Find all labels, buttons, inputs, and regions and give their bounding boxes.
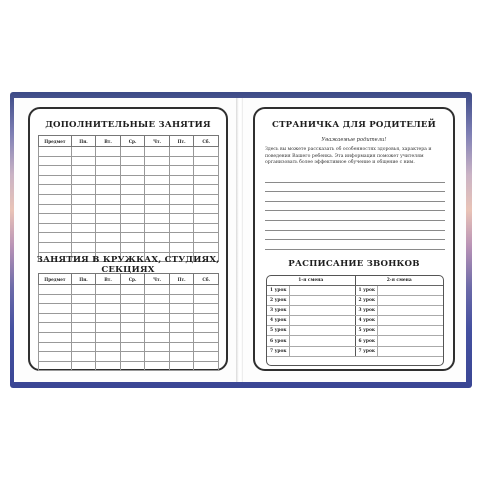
table-row — [39, 242, 219, 252]
table-cell — [145, 223, 170, 233]
table-row — [39, 342, 219, 352]
table-cell — [96, 233, 121, 243]
table-cell — [96, 175, 121, 185]
writing-line — [265, 240, 445, 250]
table-cell — [145, 242, 170, 252]
lesson-time-shift2 — [377, 285, 443, 295]
schedule-row — [267, 305, 443, 315]
extra-classes-table — [38, 135, 219, 262]
table-cell — [120, 285, 145, 295]
table-cell — [169, 242, 194, 252]
lesson-time-shift2 — [377, 336, 443, 346]
table-cell — [145, 166, 170, 176]
column-header: Пт. — [169, 136, 194, 147]
table-cell — [194, 175, 219, 185]
extra-classes-body — [39, 147, 219, 262]
writing-line — [265, 183, 445, 193]
table-row — [39, 175, 219, 185]
writing-line — [265, 231, 445, 241]
lesson-label-shift2: 5 урок — [355, 326, 377, 336]
column-header: Пн. — [71, 136, 96, 147]
column-header: Ср. — [120, 274, 145, 285]
column-header: Пт. — [169, 274, 194, 285]
schedule-row — [267, 346, 443, 356]
lesson-label-shift2: 3 урок — [355, 305, 377, 315]
table-cell — [194, 156, 219, 166]
table-cell — [71, 204, 96, 214]
table-cell — [39, 204, 72, 214]
writing-line — [265, 202, 445, 212]
table-cell — [39, 313, 72, 323]
table-cell — [96, 342, 121, 352]
table-cell — [194, 147, 219, 157]
table-cell — [71, 361, 96, 371]
lesson-label-shift1: 7 урок — [267, 346, 289, 356]
lesson-label-shift1: 3 урок — [267, 305, 289, 315]
lesson-label-shift1: 6 урок — [267, 336, 289, 346]
table-cell — [169, 361, 194, 371]
table-cell — [145, 323, 170, 333]
table-cell — [39, 166, 72, 176]
table-cell — [120, 156, 145, 166]
table-cell — [39, 242, 72, 252]
table-cell — [71, 166, 96, 176]
table-cell — [194, 166, 219, 176]
table-row — [39, 313, 219, 323]
table-cell — [96, 204, 121, 214]
clubs-header — [39, 274, 219, 285]
table-cell — [169, 156, 194, 166]
table-cell — [71, 294, 96, 304]
table-cell — [145, 361, 170, 371]
lesson-time-shift2 — [377, 305, 443, 315]
table-row — [39, 304, 219, 314]
left-page-frame — [28, 107, 228, 371]
table-row — [39, 147, 219, 157]
table-row — [39, 352, 219, 362]
table-cell — [120, 185, 145, 195]
column-header: Вт. — [96, 136, 121, 147]
table-cell — [120, 233, 145, 243]
table-cell — [120, 294, 145, 304]
table-cell — [71, 342, 96, 352]
table-cell — [194, 185, 219, 195]
table-cell — [169, 185, 194, 195]
table-cell — [39, 352, 72, 362]
shift2-header: 2-я смена — [355, 276, 443, 285]
lesson-label-shift2: 1 урок — [355, 285, 377, 295]
lesson-label-shift1: 1 урок — [267, 285, 289, 295]
table-row — [39, 223, 219, 233]
lesson-label-shift2: 2 урок — [355, 295, 377, 305]
table-cell — [120, 214, 145, 224]
left-page — [14, 98, 237, 382]
bell-schedule-body — [267, 285, 443, 356]
table-cell — [39, 323, 72, 333]
table-cell — [96, 285, 121, 295]
table-cell — [120, 166, 145, 176]
table-cell — [194, 214, 219, 224]
table-cell — [145, 156, 170, 166]
shift1-header: 1-я смена — [267, 276, 355, 285]
table-cell — [71, 285, 96, 295]
writing-line — [265, 221, 445, 231]
table-cell — [145, 185, 170, 195]
lesson-label-shift1: 5 урок — [267, 326, 289, 336]
table-cell — [96, 332, 121, 342]
lesson-time-shift1 — [289, 336, 355, 346]
column-header: Чт. — [145, 274, 170, 285]
table-cell — [39, 361, 72, 371]
table-cell — [169, 313, 194, 323]
table-cell — [96, 223, 121, 233]
table-cell — [96, 214, 121, 224]
table-cell — [39, 147, 72, 157]
bell-schedule-table — [266, 275, 444, 366]
table-cell — [96, 156, 121, 166]
lesson-label-shift2: 4 урок — [355, 316, 377, 326]
table-cell — [120, 352, 145, 362]
table-cell — [194, 223, 219, 233]
table-cell — [194, 313, 219, 323]
table-cell — [169, 223, 194, 233]
parents-page-title: СТРАНИЧКА ДЛЯ РОДИТЕЛЕЙ — [272, 120, 436, 130]
table-cell — [169, 304, 194, 314]
column-header: Предмет — [39, 274, 72, 285]
table-cell — [145, 175, 170, 185]
table-cell — [145, 294, 170, 304]
column-header: Чт. — [145, 136, 170, 147]
parents-writing-lines — [265, 173, 445, 250]
table-row — [39, 285, 219, 295]
table-cell — [39, 304, 72, 314]
table-cell — [120, 242, 145, 252]
table-cell — [169, 285, 194, 295]
table-cell — [39, 332, 72, 342]
table-cell — [39, 156, 72, 166]
table-row — [39, 361, 219, 371]
table-cell — [96, 147, 121, 157]
table-row — [39, 233, 219, 243]
table-cell — [194, 204, 219, 214]
table-cell — [96, 313, 121, 323]
table-cell — [120, 175, 145, 185]
table-cell — [96, 242, 121, 252]
table-cell — [145, 204, 170, 214]
column-header: Сб. — [194, 274, 219, 285]
lesson-time-shift2 — [377, 346, 443, 356]
table-cell — [96, 304, 121, 314]
table-cell — [194, 361, 219, 371]
table-cell — [96, 294, 121, 304]
table-cell — [194, 304, 219, 314]
table-row — [39, 214, 219, 224]
table-cell — [39, 285, 72, 295]
right-page-frame — [253, 107, 455, 371]
lesson-label-shift1: 4 урок — [267, 316, 289, 326]
table-row — [39, 166, 219, 176]
table-row — [39, 204, 219, 214]
table-cell — [71, 332, 96, 342]
table-cell — [169, 294, 194, 304]
table-cell — [71, 233, 96, 243]
table-cell — [169, 204, 194, 214]
schedule-row — [267, 316, 443, 326]
table-cell — [71, 304, 96, 314]
table-cell — [145, 194, 170, 204]
table-cell — [39, 342, 72, 352]
table-cell — [120, 304, 145, 314]
table-cell — [71, 323, 96, 333]
table-cell — [96, 323, 121, 333]
lesson-time-shift1 — [289, 316, 355, 326]
table-cell — [145, 332, 170, 342]
lesson-time-shift2 — [377, 295, 443, 305]
bell-schedule-title: РАСПИСАНИЕ ЗВОНКОВ — [288, 259, 420, 269]
table-row — [39, 323, 219, 333]
clubs-body — [39, 285, 219, 371]
lesson-label-shift2: 7 урок — [355, 346, 377, 356]
schedule-row — [267, 285, 443, 295]
table-cell — [145, 342, 170, 352]
table-cell — [169, 352, 194, 362]
writing-line — [265, 192, 445, 202]
table-cell — [194, 342, 219, 352]
table-cell — [120, 332, 145, 342]
table-cell — [169, 233, 194, 243]
extra-classes-header — [39, 136, 219, 147]
table-cell — [169, 166, 194, 176]
table-cell — [71, 156, 96, 166]
table-cell — [71, 223, 96, 233]
table-cell — [120, 323, 145, 333]
column-header: Вт. — [96, 274, 121, 285]
table-row — [39, 185, 219, 195]
table-cell — [120, 194, 145, 204]
table-cell — [96, 185, 121, 195]
lesson-time-shift1 — [289, 285, 355, 295]
table-cell — [71, 194, 96, 204]
parents-intro-text: Здесь вы можете рассказать об особенностях здоровья, характера и поведения Вашего ребенка. Эта информация поможет учителям организовать более эффективное обучение и общение с ним. — [265, 147, 432, 166]
table-cell — [145, 313, 170, 323]
table-cell — [120, 342, 145, 352]
extra-classes-title: ДОПОЛНИТЕЛЬНЫЕ ЗАНЯТИЯ — [45, 120, 211, 130]
table-cell — [145, 147, 170, 157]
parents-greeting: Уважаемые родители! — [321, 137, 387, 143]
table-cell — [39, 175, 72, 185]
right-page — [243, 98, 466, 382]
schedule-row — [267, 326, 443, 336]
table-cell — [39, 194, 72, 204]
table-cell — [96, 352, 121, 362]
table-cell — [39, 294, 72, 304]
table-cell — [39, 185, 72, 195]
table-cell — [71, 185, 96, 195]
table-cell — [120, 147, 145, 157]
table-cell — [96, 166, 121, 176]
table-cell — [39, 233, 72, 243]
table-row — [39, 156, 219, 166]
writing-line — [265, 173, 445, 183]
table-cell — [120, 313, 145, 323]
writing-line — [265, 211, 445, 221]
table-cell — [194, 285, 219, 295]
column-header: Сб. — [194, 136, 219, 147]
lesson-time-shift2 — [377, 326, 443, 336]
table-cell — [194, 352, 219, 362]
table-cell — [194, 242, 219, 252]
table-cell — [39, 223, 72, 233]
table-cell — [169, 147, 194, 157]
lesson-time-shift1 — [289, 326, 355, 336]
table-cell — [169, 342, 194, 352]
table-cell — [145, 233, 170, 243]
table-cell — [169, 214, 194, 224]
table-row — [39, 332, 219, 342]
table-cell — [71, 313, 96, 323]
table-cell — [39, 214, 72, 224]
table-cell — [120, 361, 145, 371]
table-row — [39, 194, 219, 204]
table-cell — [71, 175, 96, 185]
table-cell — [194, 233, 219, 243]
table-cell — [145, 285, 170, 295]
table-cell — [194, 294, 219, 304]
table-cell — [145, 304, 170, 314]
table-cell — [194, 323, 219, 333]
table-cell — [120, 204, 145, 214]
lesson-time-shift1 — [289, 295, 355, 305]
table-cell — [169, 175, 194, 185]
table-cell — [96, 361, 121, 371]
table-cell — [71, 214, 96, 224]
table-cell — [71, 352, 96, 362]
table-cell — [169, 332, 194, 342]
lesson-label-shift1: 2 урок — [267, 295, 289, 305]
schedule-row — [267, 336, 443, 346]
table-cell — [120, 223, 145, 233]
table-cell — [194, 194, 219, 204]
lesson-label-shift2: 6 урок — [355, 336, 377, 346]
lesson-time-shift2 — [377, 316, 443, 326]
schedule-row — [267, 295, 443, 305]
table-cell — [71, 147, 96, 157]
lesson-time-shift1 — [289, 346, 355, 356]
table-row — [39, 294, 219, 304]
table-cell — [145, 214, 170, 224]
table-cell — [96, 194, 121, 204]
column-header: Пн. — [71, 274, 96, 285]
table-cell — [169, 194, 194, 204]
table-cell — [71, 242, 96, 252]
table-cell — [169, 323, 194, 333]
clubs-table — [38, 273, 219, 371]
column-header: Ср. — [120, 136, 145, 147]
table-cell — [145, 352, 170, 362]
column-header: Предмет — [39, 136, 72, 147]
table-cell — [194, 332, 219, 342]
clubs-title: ЗАНЯТИЯ В КРУЖКАХ, СТУДИЯХ, СЕКЦИЯХ — [36, 255, 220, 275]
lesson-time-shift1 — [289, 305, 355, 315]
